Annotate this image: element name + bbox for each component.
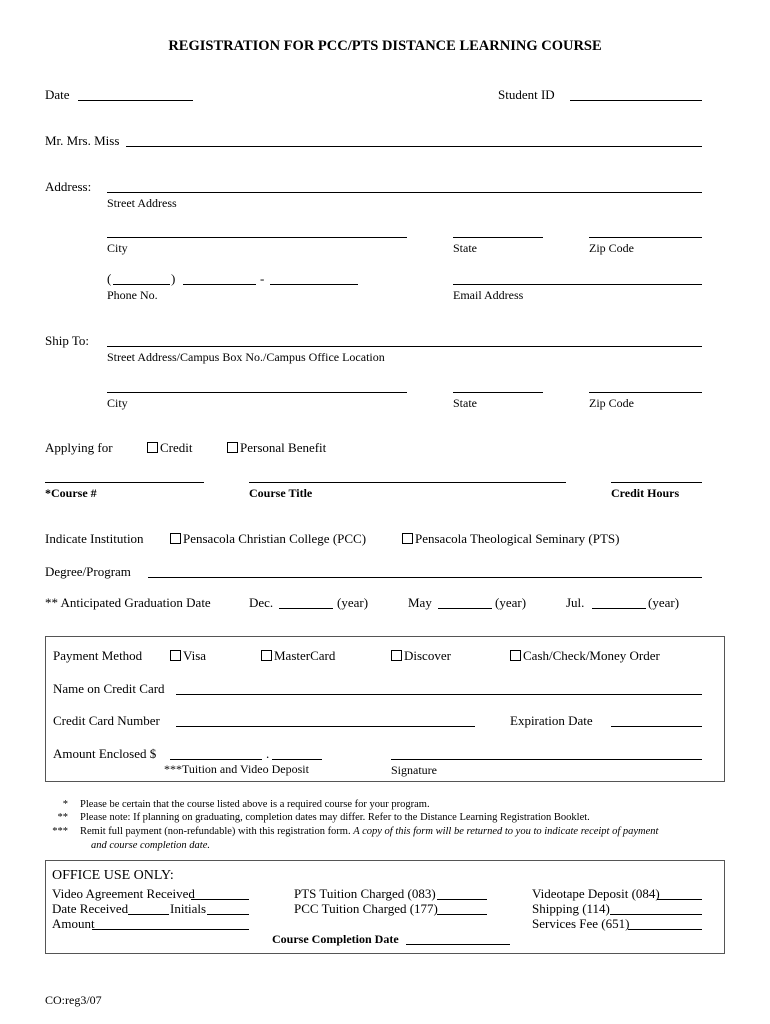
date-received-label: Date Received bbox=[52, 901, 129, 916]
amount-dollars-field[interactable] bbox=[170, 759, 262, 760]
jul-label: Jul. bbox=[566, 595, 585, 610]
amount-field[interactable] bbox=[92, 929, 249, 930]
page-title: REGISTRATION FOR PCC/PTS DISTANCE LEARNING COURSE bbox=[168, 38, 602, 54]
zip-caption: Zip Code bbox=[589, 241, 634, 255]
mastercard-option[interactable] bbox=[261, 648, 335, 664]
date-field[interactable] bbox=[78, 100, 193, 101]
amount-cents-field[interactable] bbox=[272, 759, 322, 760]
applying-for-label: Applying for bbox=[45, 440, 113, 455]
pcc-tuition-label: PCC Tuition Charged (177) bbox=[294, 901, 438, 916]
signature-caption: Signature bbox=[391, 763, 437, 777]
street-address-field[interactable] bbox=[107, 192, 702, 193]
visa-option[interactable] bbox=[170, 648, 206, 664]
mastercard-checkbox[interactable] bbox=[261, 650, 272, 661]
initials-field[interactable] bbox=[207, 914, 249, 915]
note-2-mark: ** bbox=[57, 812, 68, 823]
video-deposit-field[interactable] bbox=[657, 899, 702, 900]
dec-label: Dec. bbox=[249, 595, 274, 610]
name-field[interactable] bbox=[126, 146, 702, 147]
signature-field[interactable] bbox=[391, 759, 702, 760]
video-agreement-label: Video Agreement Received bbox=[52, 886, 195, 901]
street-address-caption: Street Address bbox=[107, 196, 177, 210]
discover-checkbox[interactable] bbox=[391, 650, 402, 661]
note-3-italic: A copy of this form will be returned to you to indicate receipt of payment bbox=[353, 826, 659, 837]
zip-field[interactable] bbox=[589, 237, 702, 238]
jul-year-label: (year) bbox=[648, 595, 680, 610]
email-field[interactable] bbox=[453, 284, 702, 285]
card-number-field[interactable] bbox=[176, 726, 475, 727]
discover-label: Discover bbox=[404, 648, 451, 663]
personal-benefit-checkbox[interactable] bbox=[227, 442, 238, 453]
degree-program-label: Degree/Program bbox=[45, 564, 131, 579]
pcc-option[interactable] bbox=[170, 531, 366, 547]
note-1-mark: * bbox=[62, 799, 68, 810]
may-year-field[interactable] bbox=[438, 608, 492, 609]
phone-open-paren: ( bbox=[107, 271, 112, 286]
ship-city-caption: City bbox=[107, 396, 128, 410]
date-received-field[interactable] bbox=[128, 914, 169, 915]
mastercard-label: MasterCard bbox=[274, 648, 336, 663]
card-number-label: Credit Card Number bbox=[53, 713, 160, 728]
pcc-checkbox[interactable] bbox=[170, 533, 181, 544]
cash-label: Cash/Check/Money Order bbox=[523, 648, 660, 663]
credit-option[interactable] bbox=[147, 440, 193, 456]
pts-option[interactable] bbox=[402, 531, 619, 547]
ship-to-label: Ship To: bbox=[45, 333, 90, 348]
office-use-title: OFFICE USE ONLY: bbox=[52, 868, 174, 883]
personal-benefit-option[interactable] bbox=[227, 440, 326, 456]
student-id-label: Student ID bbox=[498, 87, 555, 102]
expiration-field[interactable] bbox=[611, 726, 702, 727]
credit-hours-caption: Credit Hours bbox=[611, 486, 680, 500]
note-2-text: Please note: If planning on graduating, completion dates may differ. Refer to the Distance Learning Registration Booklet. bbox=[80, 812, 590, 823]
date-label: Date bbox=[45, 87, 70, 102]
note-3-mark: *** bbox=[52, 826, 68, 837]
address-label: Address: bbox=[45, 179, 92, 194]
state-field[interactable] bbox=[453, 237, 543, 238]
ship-state-field[interactable] bbox=[453, 392, 543, 393]
amount-label: Amount bbox=[52, 916, 95, 931]
name-on-card-field[interactable] bbox=[176, 694, 702, 695]
shipping-field[interactable] bbox=[610, 914, 702, 915]
course-number-caption: *Course # bbox=[45, 486, 97, 500]
phone-caption: Phone No. bbox=[107, 288, 158, 302]
amount-decimal: . bbox=[266, 746, 270, 761]
institution-label: Indicate Institution bbox=[45, 531, 144, 546]
phone-dash: - bbox=[260, 271, 265, 286]
note-3-plain: Remit full payment (non-refundable) with this registration form. bbox=[80, 826, 351, 837]
video-agreement-field[interactable] bbox=[191, 899, 249, 900]
may-label: May bbox=[408, 595, 432, 610]
credit-label: Credit bbox=[160, 440, 193, 455]
visa-checkbox[interactable] bbox=[170, 650, 181, 661]
completion-date-field[interactable] bbox=[406, 944, 510, 945]
initials-label: Initials bbox=[170, 901, 207, 916]
dec-year-field[interactable] bbox=[279, 608, 333, 609]
pts-tuition-field[interactable] bbox=[437, 899, 487, 900]
services-fee-field[interactable] bbox=[628, 929, 702, 930]
phone-area-code-field[interactable] bbox=[113, 284, 170, 285]
course-number-field[interactable] bbox=[45, 482, 204, 483]
form-code: CO:reg3/07 bbox=[45, 993, 102, 1007]
payment-method-label: Payment Method bbox=[53, 648, 143, 663]
email-caption: Email Address bbox=[453, 288, 524, 302]
pts-checkbox[interactable] bbox=[402, 533, 413, 544]
graduation-label: ** Anticipated Graduation Date bbox=[45, 595, 211, 610]
pcc-label: Pensacola Christian College (PCC) bbox=[183, 531, 367, 546]
cash-checkbox[interactable] bbox=[510, 650, 521, 661]
name-on-card-label: Name on Credit Card bbox=[53, 681, 165, 696]
phone-close-paren: ) bbox=[171, 271, 176, 286]
may-year-label: (year) bbox=[495, 595, 527, 610]
dec-year-label: (year) bbox=[337, 595, 369, 610]
phone-prefix-field[interactable] bbox=[183, 284, 256, 285]
discover-option[interactable] bbox=[391, 648, 451, 664]
name-label: Mr. Mrs. Miss bbox=[45, 133, 120, 148]
pts-label: Pensacola Theological Seminary (PTS) bbox=[415, 531, 620, 546]
city-field[interactable] bbox=[107, 237, 407, 238]
ship-street-field[interactable] bbox=[107, 346, 702, 347]
personal-benefit-label: Personal Benefit bbox=[240, 440, 327, 455]
ship-zip-field[interactable] bbox=[589, 392, 702, 393]
city-caption: City bbox=[107, 241, 128, 255]
ship-street-caption: Street Address/Campus Box No./Campus Office Location bbox=[107, 350, 385, 364]
degree-program-field[interactable] bbox=[148, 577, 702, 578]
amount-enclosed-label: Amount Enclosed $ bbox=[53, 746, 157, 761]
completion-date-label: Course Completion Date bbox=[272, 932, 399, 946]
course-title-field[interactable] bbox=[249, 482, 566, 483]
ship-city-field[interactable] bbox=[107, 392, 407, 393]
expiration-label: Expiration Date bbox=[510, 713, 593, 728]
student-id-field[interactable] bbox=[570, 100, 702, 101]
jul-year-field[interactable] bbox=[592, 608, 646, 609]
pts-tuition-label: PTS Tuition Charged (083) bbox=[294, 886, 436, 901]
state-caption: State bbox=[453, 241, 477, 255]
note-3-text bbox=[80, 826, 658, 837]
video-deposit-label: Videotape Deposit (084) bbox=[532, 886, 660, 901]
tuition-caption: ***Tuition and Video Deposit bbox=[164, 762, 309, 776]
credit-checkbox[interactable] bbox=[147, 442, 158, 453]
course-title-caption: Course Title bbox=[249, 486, 313, 500]
visa-label: Visa bbox=[183, 648, 207, 663]
credit-hours-field[interactable] bbox=[611, 482, 702, 483]
phone-number-field[interactable] bbox=[270, 284, 358, 285]
ship-state-caption: State bbox=[453, 396, 477, 410]
cash-option[interactable] bbox=[510, 648, 660, 664]
services-fee-label: Services Fee (651) bbox=[532, 916, 630, 931]
note-3-italic-cont: and course completion date. bbox=[91, 840, 210, 851]
shipping-label: Shipping (114) bbox=[532, 901, 610, 916]
pcc-tuition-field[interactable] bbox=[437, 914, 487, 915]
ship-zip-caption: Zip Code bbox=[589, 396, 634, 410]
note-1-text: Please be certain that the course listed above is a required course for your program. bbox=[80, 799, 430, 810]
